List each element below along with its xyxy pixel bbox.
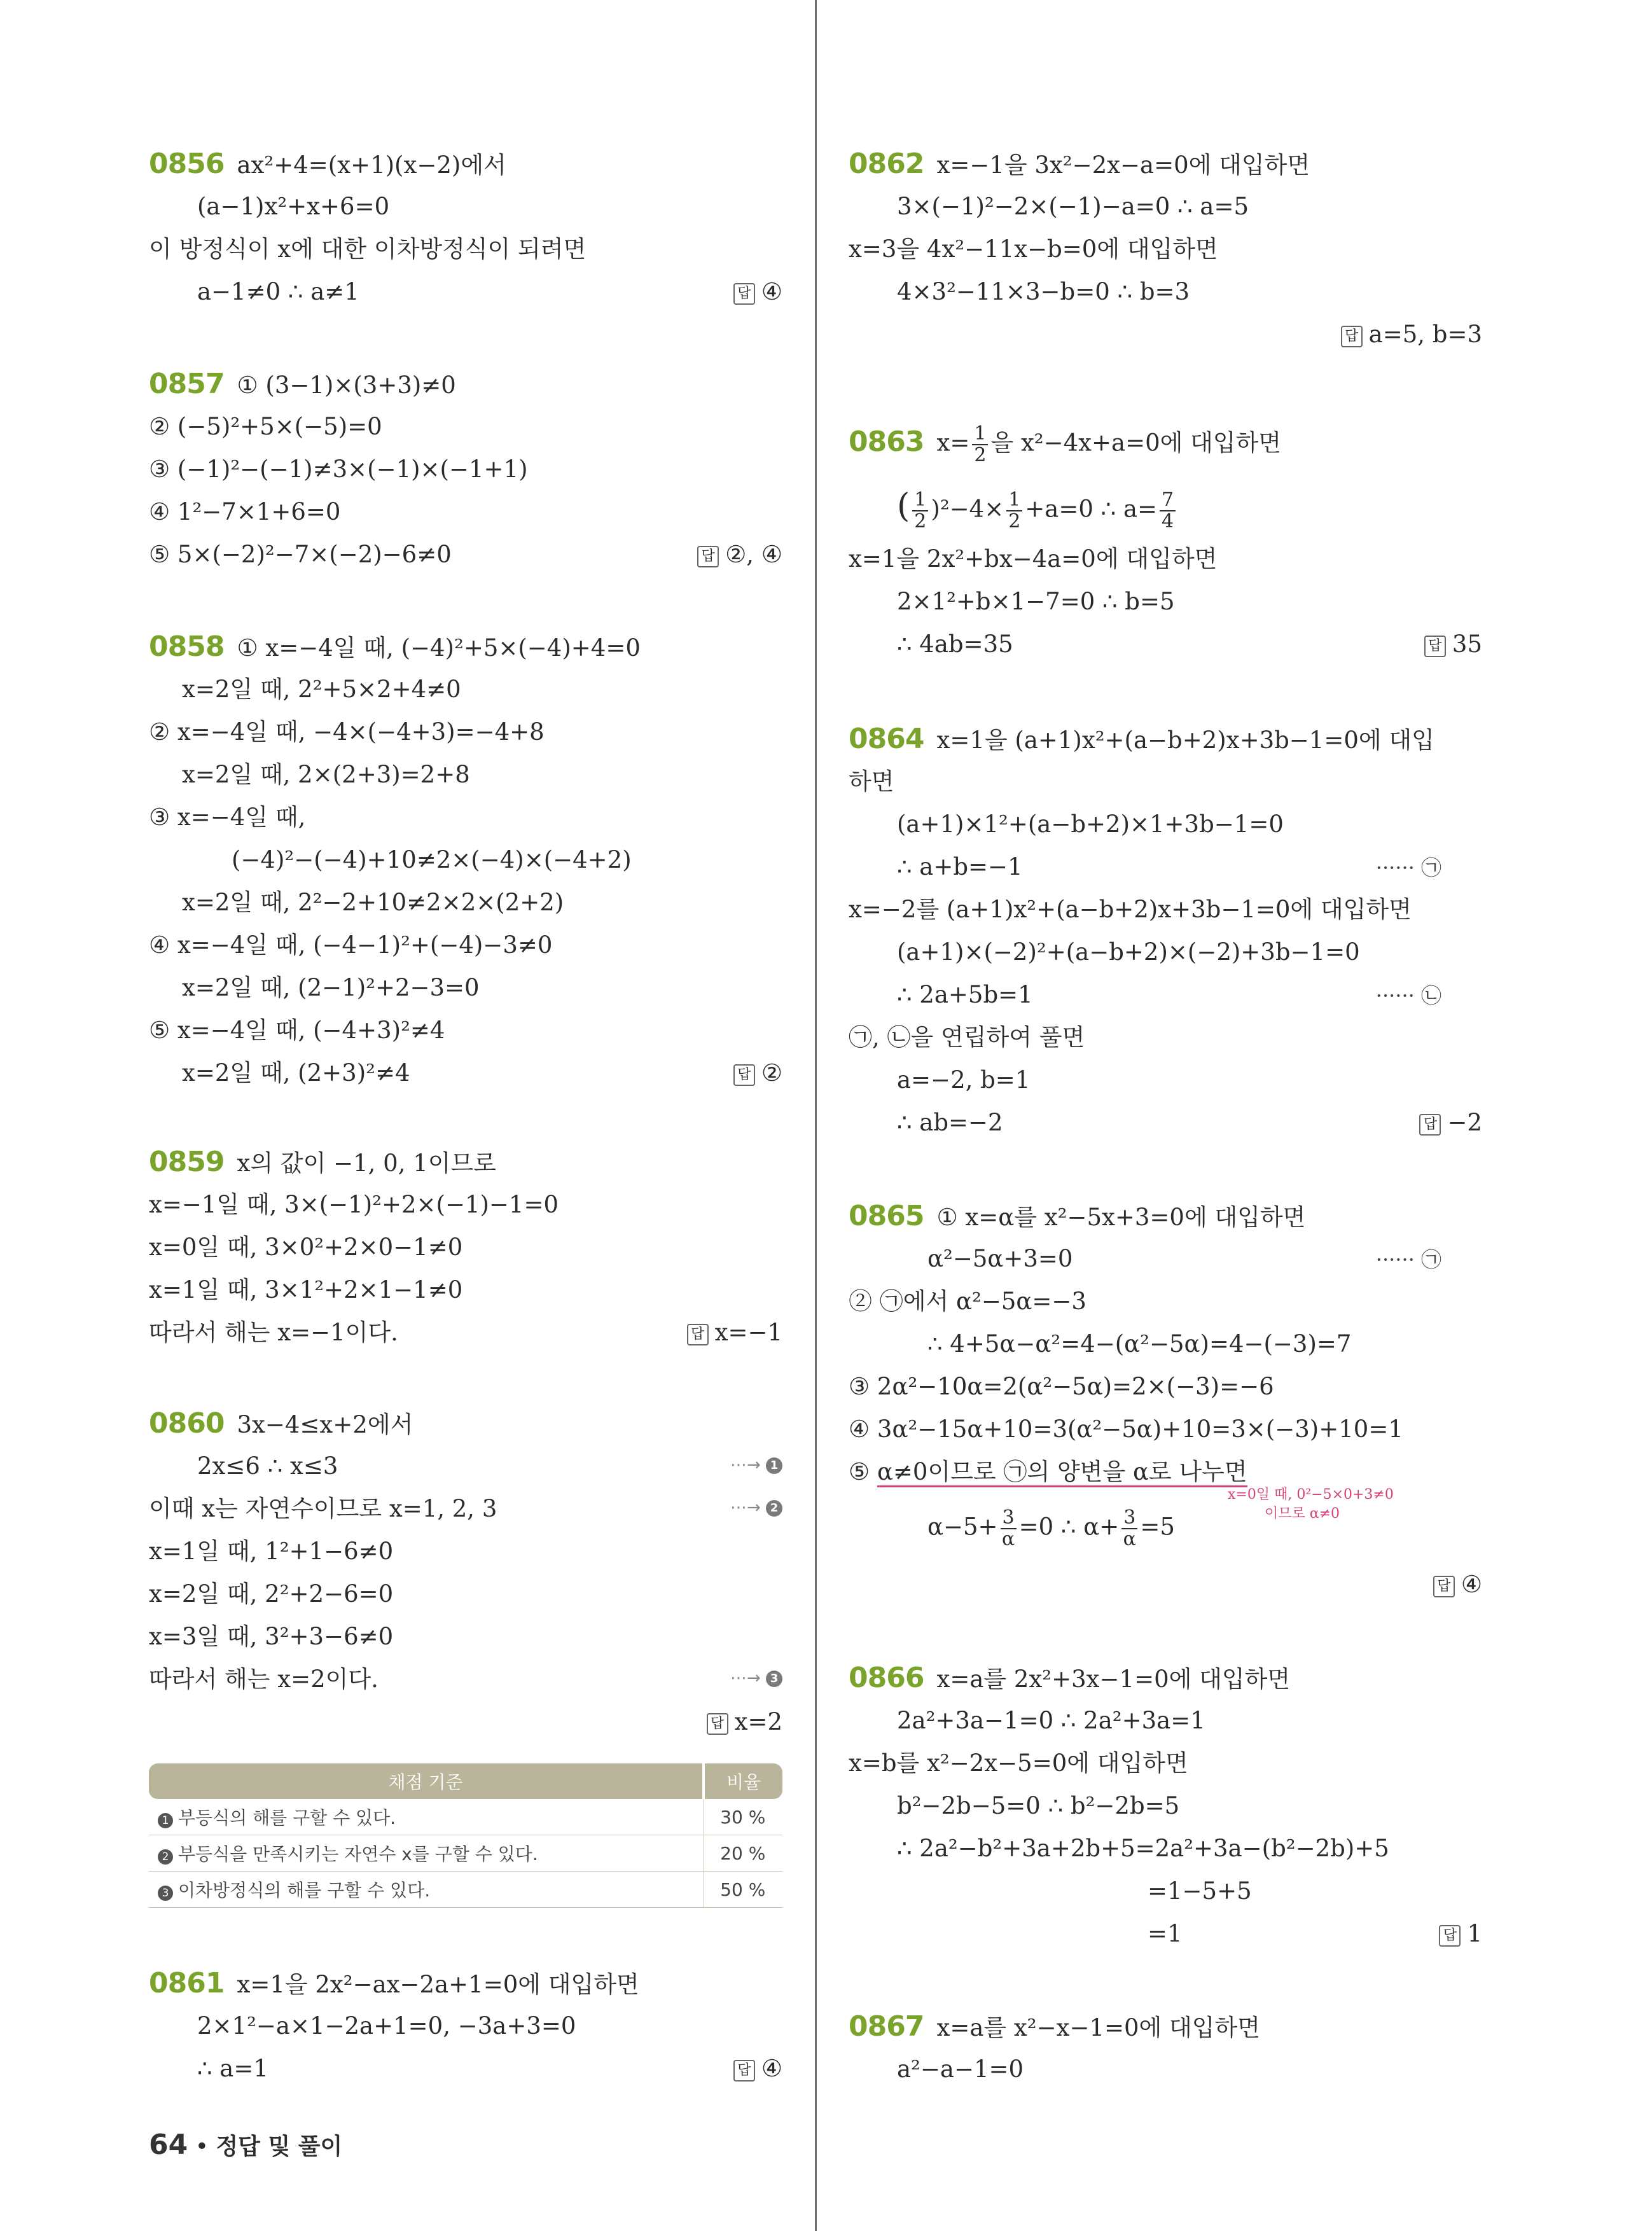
denominator: 2 bbox=[914, 510, 927, 532]
problem-number: 0858 bbox=[149, 630, 225, 663]
answer-icon: 답 bbox=[1439, 1925, 1461, 1947]
table-row bbox=[149, 1835, 782, 1872]
fraction bbox=[1160, 490, 1176, 532]
criterion-text: 부등식의 해를 구할 수 있다. bbox=[178, 1807, 396, 1828]
answer-value: −2 bbox=[1447, 1109, 1482, 1136]
solution-line: (−4)²−(−4)+10≠2×(−4)×(−4+2) bbox=[232, 846, 632, 873]
answer-value: ④ bbox=[761, 2055, 782, 2082]
solution-line: 따라서 해는 x=2이다. bbox=[149, 1665, 378, 1693]
answer-value: a=5, b=3 bbox=[1368, 321, 1482, 348]
scoring-rubric-table bbox=[149, 1763, 782, 1908]
step-number: 2 bbox=[766, 1500, 782, 1517]
solution-line: ⑤ 5×(−2)²−7×(−2)−6≠0 bbox=[149, 541, 452, 568]
problem-number: 0867 bbox=[849, 2010, 924, 2043]
page-footer bbox=[149, 2129, 342, 2161]
answer-value: 1 bbox=[1467, 1920, 1482, 1947]
answer-0857 bbox=[697, 539, 782, 570]
problem-0860 bbox=[149, 1408, 413, 1440]
solution-line: 2×1²−a×1−2a+1=0, −3a+3=0 bbox=[197, 2012, 576, 2040]
criterion-ratio: 30 % bbox=[704, 1799, 782, 1835]
answer-icon: 답 bbox=[733, 2060, 755, 2082]
step-number: 3 bbox=[766, 1671, 782, 1687]
answer-icon: 답 bbox=[733, 1064, 755, 1086]
problem-0861 bbox=[149, 1968, 639, 2000]
column-divider bbox=[815, 0, 817, 2231]
footer-title: 정답 및 풀이 bbox=[216, 2134, 343, 2160]
solution-line: ① (3−1)×(3+3)≠0 bbox=[237, 372, 456, 399]
denominator: 2 bbox=[974, 444, 987, 466]
table-row bbox=[149, 1872, 782, 1908]
solution-line: α²−5α+3=0 bbox=[927, 1245, 1073, 1272]
paren: ( bbox=[897, 487, 910, 525]
solution-line bbox=[927, 1508, 1175, 1550]
solution-line: ∴ 2a²−b²+3a+2b+5=2a²+3a−(b²−2b)+5 bbox=[897, 1835, 1389, 1862]
solution-line: x=1을 2x²−ax−2a+1=0에 대입하면 bbox=[237, 1971, 639, 1998]
step-marker-1: ⋯→ 1 bbox=[730, 1456, 782, 1475]
solution-line: ③ 2α²−10α=2(α²−5α)=2×(−3)=−6 bbox=[849, 1373, 1274, 1400]
answer-0862 bbox=[1341, 319, 1482, 350]
solution-line: ∴ 4ab=35 bbox=[897, 630, 1013, 658]
solution-line: ③ x=−4일 때, bbox=[149, 803, 306, 831]
solution-line: =1 bbox=[1148, 1920, 1183, 1947]
answer-icon: 답 bbox=[1424, 636, 1446, 657]
denominator: α bbox=[1001, 1528, 1015, 1550]
solution-line: 3x−4≤x+2에서 bbox=[237, 1411, 413, 1438]
numerator: 7 bbox=[1160, 490, 1176, 511]
answer-icon: 답 bbox=[687, 1324, 709, 1345]
solution-line: ④ 1²−7×1+6=0 bbox=[149, 498, 341, 525]
equation-ref: ······ ㉡ bbox=[1375, 983, 1441, 1008]
solution-text: +a=0 ∴ a= bbox=[1025, 495, 1158, 523]
problem-number: 0864 bbox=[849, 723, 924, 755]
solution-text: ⑤ bbox=[849, 1458, 877, 1485]
solution-text: 을 x²−4x+a=0에 대입하면 bbox=[990, 429, 1282, 457]
solution-line: x=b를 x²−2x−5=0에 대입하면 bbox=[849, 1749, 1188, 1777]
solution-line: 2×1²+b×1−7=0 ∴ b=5 bbox=[897, 588, 1175, 615]
solution-line: a=−2, b=1 bbox=[897, 1066, 1031, 1094]
numerator: 1 bbox=[912, 490, 928, 511]
solution-line: 이 방정식이 x에 대한 이차방정식이 되려면 bbox=[149, 235, 587, 263]
answer-icon: 답 bbox=[697, 546, 719, 567]
problem-0859 bbox=[149, 1147, 496, 1179]
problem-number: 0863 bbox=[849, 425, 924, 458]
problem-number: 0856 bbox=[149, 148, 225, 180]
solution-line: x=a를 2x²+3x−1=0에 대입하면 bbox=[936, 1665, 1291, 1693]
footer-separator: • bbox=[195, 2134, 209, 2160]
solution-line: ④ x=−4일 때, (−4−1)²+(−4)−3≠0 bbox=[149, 931, 553, 959]
solution-line bbox=[849, 1457, 1247, 1487]
solution-text: =0 ∴ α+ bbox=[1018, 1513, 1120, 1541]
solution-line: ② ㉠에서 α²−5α=−3 bbox=[849, 1288, 1086, 1315]
answer-0856 bbox=[733, 277, 782, 307]
solution-line: ⑤ x=−4일 때, (−4+3)²≠4 bbox=[149, 1017, 445, 1044]
solution-line: ∴ 2a+5b=1 bbox=[897, 981, 1033, 1008]
denominator: 4 bbox=[1162, 510, 1174, 532]
problem-0867 bbox=[849, 2012, 1260, 2043]
solution-line: 따라서 해는 x=−1이다. bbox=[149, 1319, 398, 1346]
denominator: α bbox=[1123, 1528, 1136, 1550]
solution-line: ∴ 4+5α−α²=4−(α²−5α)=4−(−3)=7 bbox=[927, 1330, 1352, 1358]
solution-line: 2x≤6 ∴ x≤3 bbox=[197, 1452, 338, 1480]
solution-line: x=1을 2x²+bx−4a=0에 대입하면 bbox=[849, 545, 1218, 573]
answer-value: x=2 bbox=[734, 1708, 782, 1735]
solution-line: ② x=−4일 때, −4×(−4+3)=−4+8 bbox=[149, 718, 545, 746]
solution-text: x= bbox=[936, 429, 970, 457]
page-number: 64 bbox=[149, 2129, 188, 2161]
solution-line: x의 값이 −1, 0, 1이므로 bbox=[237, 1150, 496, 1177]
answer-icon: 답 bbox=[1433, 1576, 1455, 1597]
solution-line: x=3을 4x²−11x−b=0에 대입하면 bbox=[849, 235, 1218, 263]
answer-0865 bbox=[1433, 1569, 1482, 1600]
solution-line: ax²+4=(x+1)(x−2)에서 bbox=[237, 151, 506, 179]
numerator: 1 bbox=[972, 424, 988, 445]
margin-note: x=0일 때, 0²−5×0+3≠0 bbox=[1228, 1487, 1394, 1503]
solution-line: 4×3²−11×3−b=0 ∴ b=3 bbox=[897, 278, 1190, 305]
problem-0856 bbox=[149, 149, 506, 181]
equation-ref: ······ ㉠ bbox=[1375, 1248, 1441, 1272]
answer-value: ②, ④ bbox=[725, 541, 782, 568]
solution-line: ∴ ab=−2 bbox=[897, 1109, 1003, 1136]
solution-line: x=1을 (a+1)x²+(a−b+2)x+3b−1=0에 대입 bbox=[936, 726, 1434, 754]
criterion-number: 2 bbox=[158, 1849, 173, 1865]
problem-number: 0861 bbox=[149, 1967, 225, 1999]
answer-0864 bbox=[1419, 1108, 1482, 1138]
highlighted-text: α≠0이므로 ㉠의 양변을 α로 나누면 bbox=[877, 1458, 1247, 1487]
table-row bbox=[149, 1799, 782, 1835]
fraction bbox=[1121, 1508, 1137, 1550]
solution-line: x=0일 때, 3×0²+2×0−1≠0 bbox=[149, 1234, 463, 1261]
problem-number: 0865 bbox=[849, 1200, 924, 1232]
answer-value: ④ bbox=[1461, 1571, 1482, 1598]
criterion-number: 1 bbox=[158, 1813, 173, 1828]
problem-0863 bbox=[849, 424, 1281, 466]
problem-number: 0860 bbox=[149, 1407, 225, 1440]
fraction bbox=[972, 424, 988, 466]
solution-line: x=−1일 때, 3×(−1)²+2×(−1)−1=0 bbox=[149, 1191, 559, 1218]
problem-number: 0859 bbox=[149, 1146, 225, 1178]
solution-line: 2a²+3a−1=0 ∴ 2a²+3a=1 bbox=[897, 1707, 1205, 1734]
answer-value: ④ bbox=[761, 278, 782, 305]
denominator: 2 bbox=[1008, 510, 1021, 532]
solution-line: (a+1)×(−2)²+(a−b+2)×(−2)+3b−1=0 bbox=[897, 938, 1360, 966]
solution-text: α−5+ bbox=[927, 1513, 998, 1541]
problem-0866 bbox=[849, 1663, 1290, 1695]
solution-line: ② (−5)²+5×(−5)=0 bbox=[149, 413, 382, 440]
answer-0859 bbox=[687, 1317, 782, 1348]
answer-0861 bbox=[733, 2054, 782, 2084]
criterion-ratio: 50 % bbox=[704, 1872, 782, 1908]
criterion-number: 3 bbox=[158, 1886, 173, 1901]
solution-line: x=−1을 3x²−2x−a=0에 대입하면 bbox=[936, 151, 1310, 179]
solution-line: a²−a−1=0 bbox=[897, 2055, 1024, 2083]
solution-line: x=1일 때, 1²+1−6≠0 bbox=[149, 1538, 394, 1565]
step-number: 1 bbox=[766, 1457, 782, 1474]
answer-0863 bbox=[1424, 629, 1482, 660]
solution-line: x=2일 때, 2×(2+3)=2+8 bbox=[182, 761, 470, 788]
solution-line: (a+1)×1²+(a−b+2)×1+3b−1=0 bbox=[897, 810, 1284, 838]
solution-line: b²−2b−5=0 ∴ b²−2b=5 bbox=[897, 1792, 1180, 1819]
rubric-header-criteria: 채점 기준 bbox=[149, 1763, 704, 1799]
answer-icon: 답 bbox=[1419, 1114, 1441, 1136]
answer-icon: 답 bbox=[733, 283, 755, 305]
solution-line: x=2일 때, 2²+5×2+4≠0 bbox=[182, 676, 461, 703]
problem-0858 bbox=[149, 632, 641, 664]
solution-line: ① x=−4일 때, (−4)²+5×(−4)+4=0 bbox=[237, 634, 641, 662]
problem-0857 bbox=[149, 369, 456, 401]
criterion-ratio: 20 % bbox=[704, 1835, 782, 1872]
numerator: 3 bbox=[1001, 1508, 1017, 1529]
solution-line: x=2일 때, 2²−2+10≠2×2×(2+2) bbox=[182, 889, 564, 916]
margin-note: 이므로 α≠0 bbox=[1265, 1506, 1340, 1522]
solution-line: x=2일 때, (2+3)²≠4 bbox=[182, 1059, 410, 1087]
solution-line: (a−1)x²+x+6=0 bbox=[197, 193, 390, 220]
problem-number: 0862 bbox=[849, 148, 924, 180]
solution-line: ∴ a+b=−1 bbox=[897, 853, 1023, 880]
solution-line: x=a를 x²−x−1=0에 대입하면 bbox=[936, 2014, 1261, 2041]
answer-0866 bbox=[1439, 1919, 1482, 1949]
problem-0865 bbox=[849, 1201, 1305, 1233]
answer-0858 bbox=[733, 1058, 782, 1088]
numerator: 1 bbox=[1006, 490, 1022, 511]
solution-text: )²−4× bbox=[931, 495, 1004, 523]
solution-line: 3×(−1)²−2×(−1)−a=0 ∴ a=5 bbox=[897, 193, 1249, 220]
problem-number: 0857 bbox=[149, 368, 225, 400]
answer-value: ② bbox=[761, 1059, 782, 1087]
solution-line: ③ (−1)²−(−1)≠3×(−1)×(−1+1) bbox=[149, 455, 528, 483]
rubric-header-ratio: 비율 bbox=[704, 1763, 782, 1799]
solution-line: 하면 bbox=[849, 768, 894, 795]
solution-line: x=2일 때, 2²+2−6=0 bbox=[149, 1580, 394, 1608]
solution-line: a−1≠0 ∴ a≠1 bbox=[197, 278, 359, 305]
numerator: 3 bbox=[1121, 1508, 1137, 1529]
solution-line: x=3일 때, 3²+3−6≠0 bbox=[149, 1623, 394, 1650]
equation-ref: ······ ㉠ bbox=[1375, 856, 1441, 880]
answer-value: 35 bbox=[1452, 630, 1482, 658]
solution-line: x=2일 때, (2−1)²+2−3=0 bbox=[182, 974, 480, 1001]
solution-line: ① x=α를 x²−5x+3=0에 대입하면 bbox=[936, 1204, 1306, 1231]
criterion-text: 이차방정식의 해를 구할 수 있다. bbox=[178, 1880, 431, 1901]
answer-0860 bbox=[707, 1707, 782, 1737]
step-marker-2: ⋯→ 2 bbox=[730, 1498, 782, 1517]
solution-line: ∴ a=1 bbox=[197, 2055, 268, 2082]
solution-line: 이때 x는 자연수이므로 x=1, 2, 3 bbox=[149, 1495, 497, 1522]
problem-0864 bbox=[849, 724, 1434, 756]
solution-line: ㉠, ㉡을 연립하여 풀면 bbox=[849, 1024, 1085, 1051]
solution-line: x=−2를 (a+1)x²+(a−b+2)x+3b−1=0에 대입하면 bbox=[849, 896, 1412, 923]
solution-line bbox=[897, 487, 1178, 532]
solution-text: =5 bbox=[1140, 1513, 1175, 1541]
answer-value: x=−1 bbox=[714, 1319, 782, 1346]
problem-0862 bbox=[849, 149, 1310, 181]
answer-icon: 답 bbox=[707, 1713, 728, 1735]
criterion-text: 부등식을 만족시키는 자연수 x를 구할 수 있다. bbox=[178, 1844, 538, 1865]
fraction bbox=[1001, 1508, 1017, 1550]
problem-number: 0866 bbox=[849, 1662, 924, 1694]
solution-line: x=1일 때, 3×1²+2×1−1≠0 bbox=[149, 1276, 463, 1303]
fraction bbox=[1006, 490, 1022, 532]
solution-line: =1−5+5 bbox=[1148, 1877, 1252, 1905]
fraction bbox=[912, 490, 928, 532]
answer-icon: 답 bbox=[1341, 326, 1363, 347]
solution-line: ④ 3α²−15α+10=3(α²−5α)+10=3×(−3)+10=1 bbox=[849, 1415, 1403, 1443]
step-marker-3: ⋯→ 3 bbox=[730, 1669, 782, 1688]
